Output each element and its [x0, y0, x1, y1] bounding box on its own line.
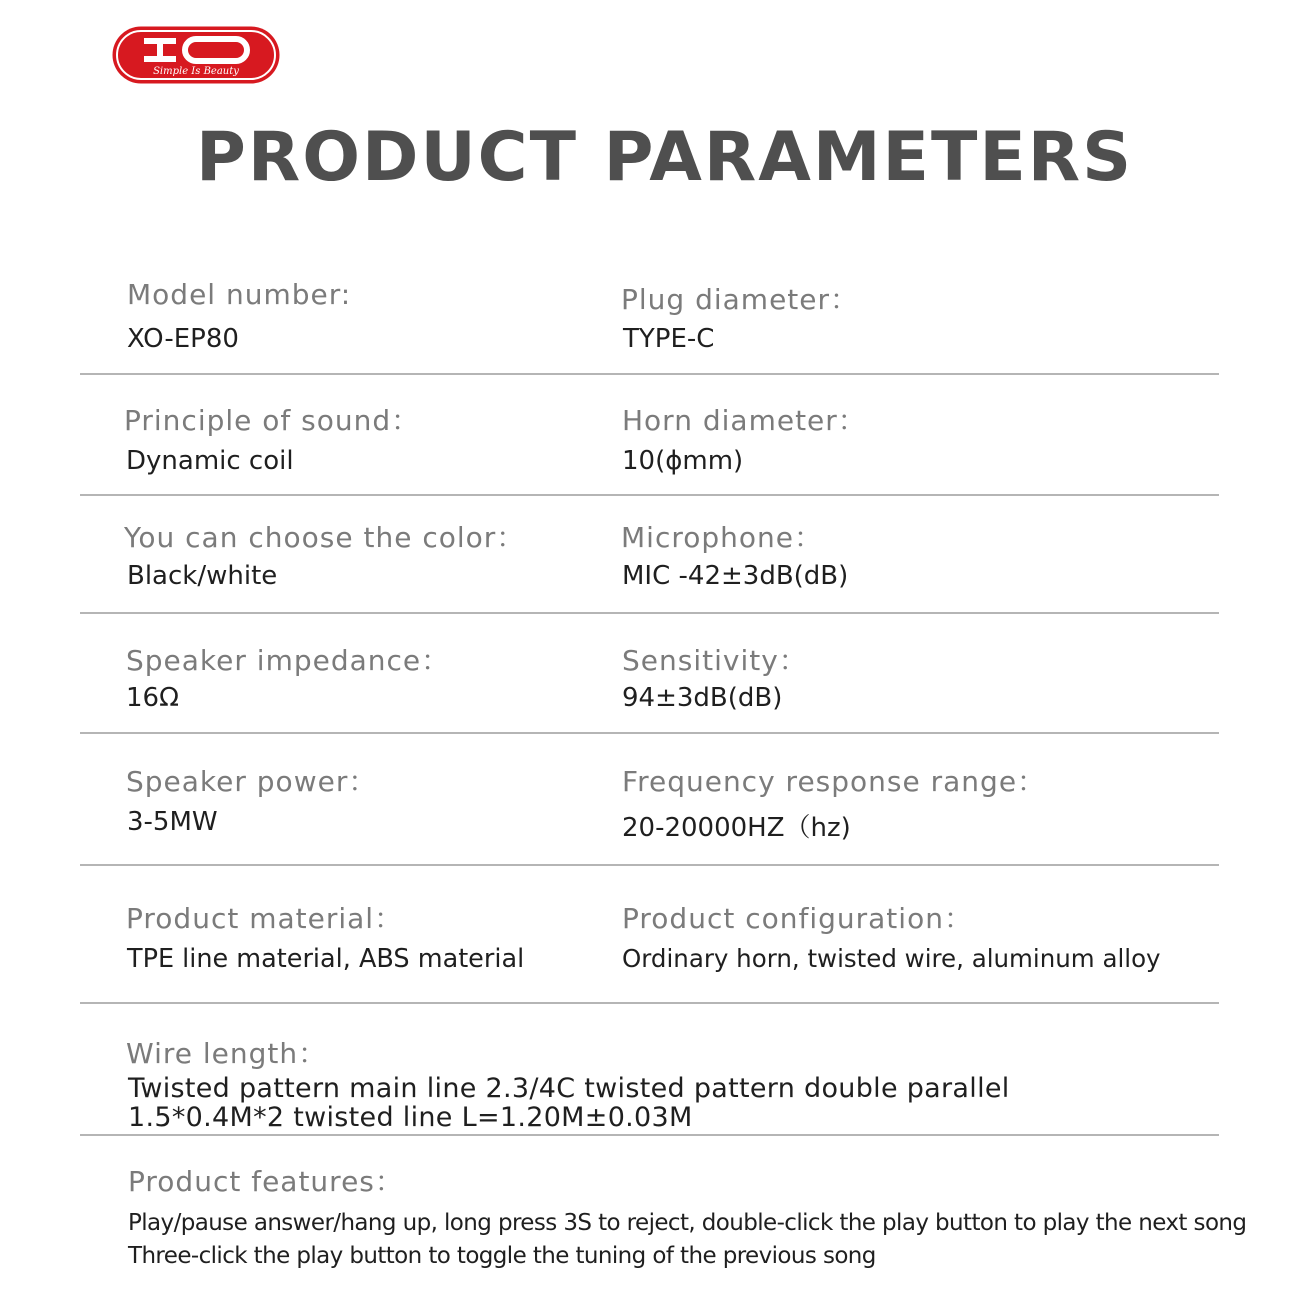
param-label: Model number:	[127, 278, 352, 311]
param-value: 16Ω	[126, 683, 179, 713]
param-value: 20-20000HZ（hz)	[622, 813, 851, 843]
param-value: 10(ϕmm)	[622, 446, 744, 476]
param-label: Microphone：	[621, 521, 823, 554]
param-value: Black/white	[127, 561, 278, 591]
param-value: TPE line material, ABS material	[127, 944, 525, 974]
param-label: Sensitivity：	[622, 644, 808, 677]
features-label: Product features：	[128, 1165, 404, 1198]
divider	[80, 1002, 1219, 1004]
page-title: PRODUCT PARAMETERS	[196, 118, 1134, 197]
features-line: Three-click the play button to toggle the tuning of the previous song	[128, 1243, 876, 1269]
param-value: MIC -42±3dB(dB)	[622, 561, 849, 591]
divider	[80, 732, 1219, 734]
divider	[80, 612, 1219, 614]
param-label: Speaker power：	[126, 765, 378, 798]
param-value: Ordinary horn, twisted wire, aluminum alloy	[622, 944, 1161, 973]
param-label: Principle of sound：	[124, 404, 421, 437]
features-line: Play/pause answer/hang up, long press 3S to reject, double-click the play button to play the next song	[128, 1210, 1247, 1236]
wire-length-value	[128, 1074, 1010, 1132]
param-value: XO-EP80	[127, 324, 239, 354]
wire-length-label: Wire length：	[126, 1037, 328, 1070]
param-label: Frequency response range：	[622, 765, 1047, 798]
param-value: 94±3dB(dB)	[622, 683, 783, 713]
param-label: Horn diameter：	[622, 404, 867, 437]
divider	[80, 864, 1219, 866]
logo-slogan: Simple Is Beauty	[153, 66, 239, 77]
param-value: TYPE-C	[623, 324, 715, 354]
wire-length-line: 1.5*0.4M*2 twisted line L=1.20M±0.03M	[128, 1102, 693, 1133]
xo-logo	[111, 25, 281, 85]
divider	[80, 1134, 1219, 1136]
wire-length-line: Twisted pattern main line 2.3/4C twisted pattern double parallel	[128, 1073, 1010, 1104]
param-value: Dynamic coil	[126, 446, 294, 476]
param-label: You can choose the color：	[124, 521, 526, 554]
divider	[80, 373, 1219, 375]
param-value: 3-5MW	[127, 807, 218, 837]
param-label: Product material：	[126, 902, 404, 935]
param-label: Speaker impedance：	[126, 644, 451, 677]
divider	[80, 494, 1219, 496]
param-label: Product configuration：	[622, 902, 973, 935]
param-label: Plug diameter：	[621, 283, 860, 316]
